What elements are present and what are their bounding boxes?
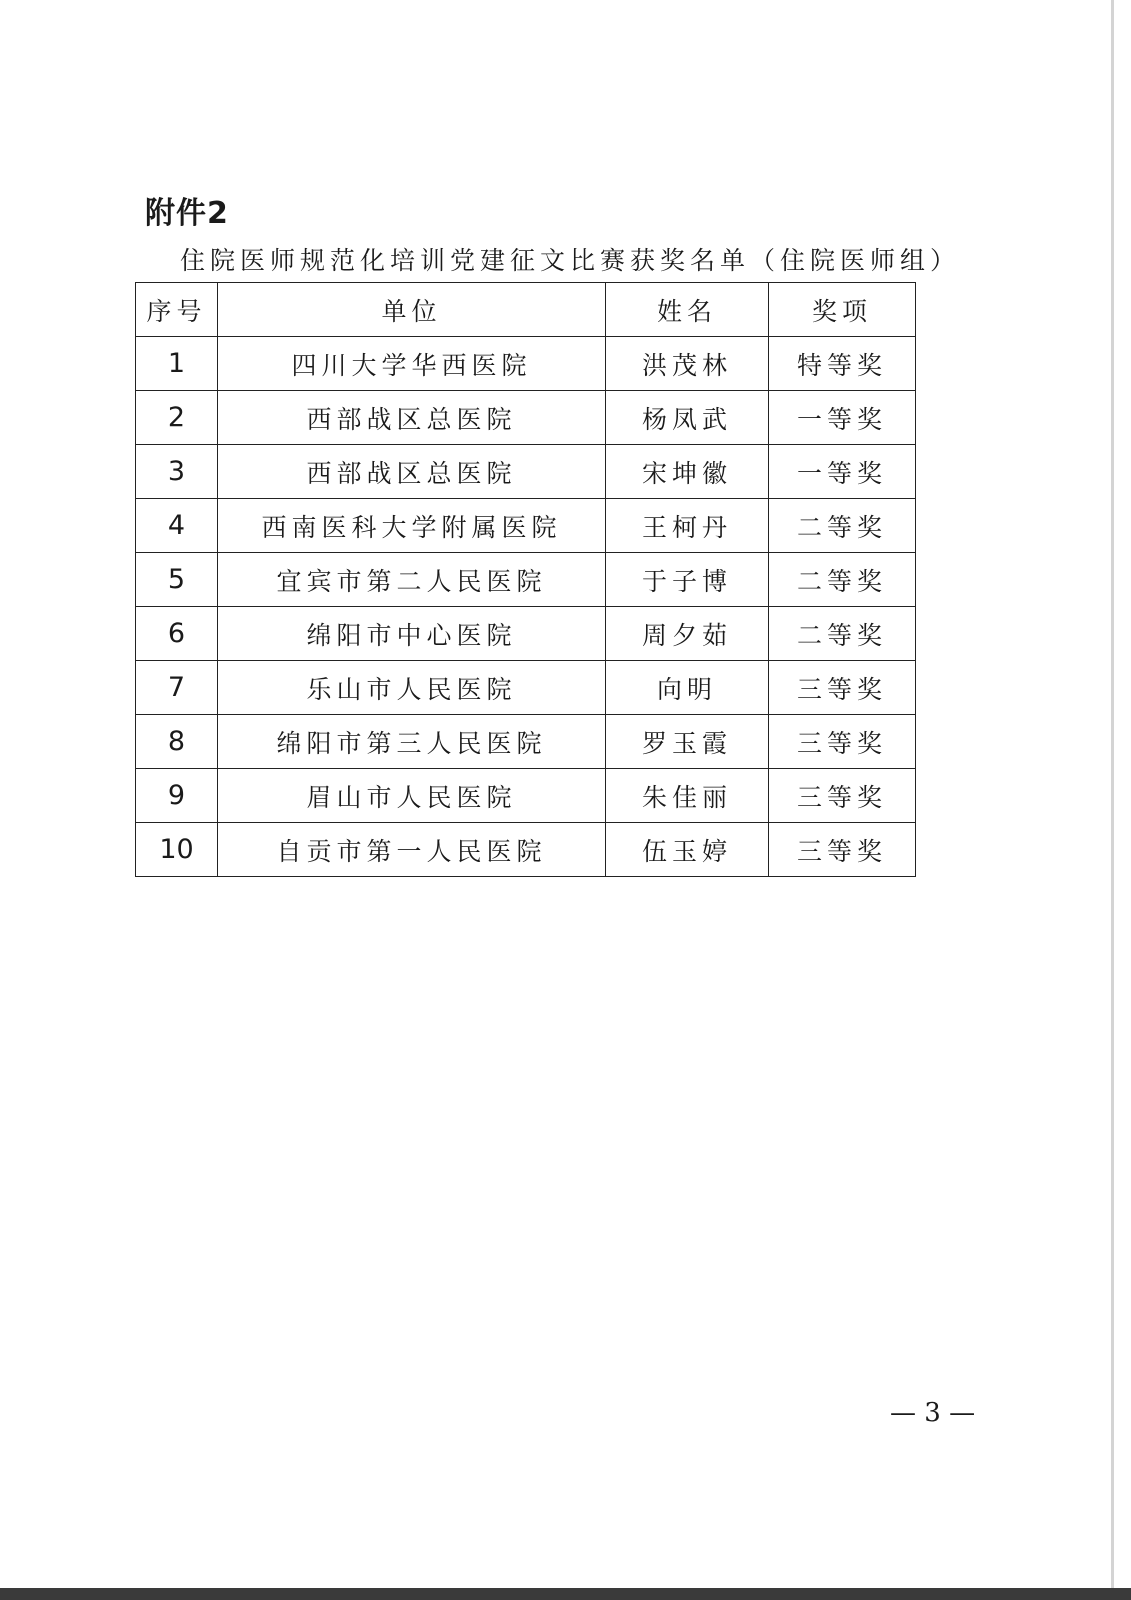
cell-unit: 宜宾市第二人民医院 [218, 553, 606, 607]
cell-award: 二等奖 [769, 499, 916, 553]
cell-unit: 自贡市第一人民医院 [218, 823, 606, 877]
cell-award: 三等奖 [769, 661, 916, 715]
cell-name: 宋坤徽 [606, 445, 769, 499]
cell-unit: 乐山市人民医院 [218, 661, 606, 715]
table-row [136, 661, 916, 715]
cell-seq: 1 [136, 337, 218, 391]
cell-name: 王柯丹 [606, 499, 769, 553]
document-title: 住院医师规范化培训党建征文比赛获奖名单（住院医师组） [180, 246, 961, 275]
cell-unit: 眉山市人民医院 [218, 769, 606, 823]
attachment-label: 附件2 [145, 196, 229, 231]
cell-seq: 8 [136, 715, 218, 769]
cell-seq: 2 [136, 391, 218, 445]
page-number: — 3 — [890, 1398, 976, 1428]
table-row [136, 499, 916, 553]
award-table [135, 282, 916, 877]
cell-award: 三等奖 [769, 823, 916, 877]
cell-seq: 10 [136, 823, 218, 877]
table-row [136, 769, 916, 823]
cell-name: 向明 [606, 661, 769, 715]
header-name: 姓名 [606, 283, 769, 337]
cell-award: 二等奖 [769, 553, 916, 607]
header-award: 奖项 [769, 283, 916, 337]
page-edge-bottom [0, 1588, 1131, 1600]
header-unit: 单位 [218, 283, 606, 337]
table-row [136, 607, 916, 661]
header-seq: 序号 [136, 283, 218, 337]
cell-name: 周夕茹 [606, 607, 769, 661]
cell-seq: 7 [136, 661, 218, 715]
table-row [136, 445, 916, 499]
table-row [136, 553, 916, 607]
cell-name: 朱佳丽 [606, 769, 769, 823]
table-row [136, 715, 916, 769]
cell-seq: 4 [136, 499, 218, 553]
table-row [136, 823, 916, 877]
cell-name: 伍玉婷 [606, 823, 769, 877]
cell-seq: 3 [136, 445, 218, 499]
cell-seq: 6 [136, 607, 218, 661]
cell-unit: 绵阳市中心医院 [218, 607, 606, 661]
cell-unit: 四川大学华西医院 [218, 337, 606, 391]
cell-unit: 西南医科大学附属医院 [218, 499, 606, 553]
cell-name: 罗玉霞 [606, 715, 769, 769]
cell-name: 杨凤武 [606, 391, 769, 445]
cell-award: 三等奖 [769, 715, 916, 769]
cell-seq: 9 [136, 769, 218, 823]
cell-name: 于子博 [606, 553, 769, 607]
cell-award: 二等奖 [769, 607, 916, 661]
cell-name: 洪茂林 [606, 337, 769, 391]
cell-award: 一等奖 [769, 445, 916, 499]
table-row [136, 337, 916, 391]
table-header-row [136, 283, 916, 337]
cell-award: 一等奖 [769, 391, 916, 445]
table-row [136, 391, 916, 445]
page-edge-right [1111, 0, 1114, 1588]
cell-award: 三等奖 [769, 769, 916, 823]
cell-unit: 西部战区总医院 [218, 445, 606, 499]
cell-seq: 5 [136, 553, 218, 607]
cell-unit: 西部战区总医院 [218, 391, 606, 445]
cell-award: 特等奖 [769, 337, 916, 391]
cell-unit: 绵阳市第三人民医院 [218, 715, 606, 769]
